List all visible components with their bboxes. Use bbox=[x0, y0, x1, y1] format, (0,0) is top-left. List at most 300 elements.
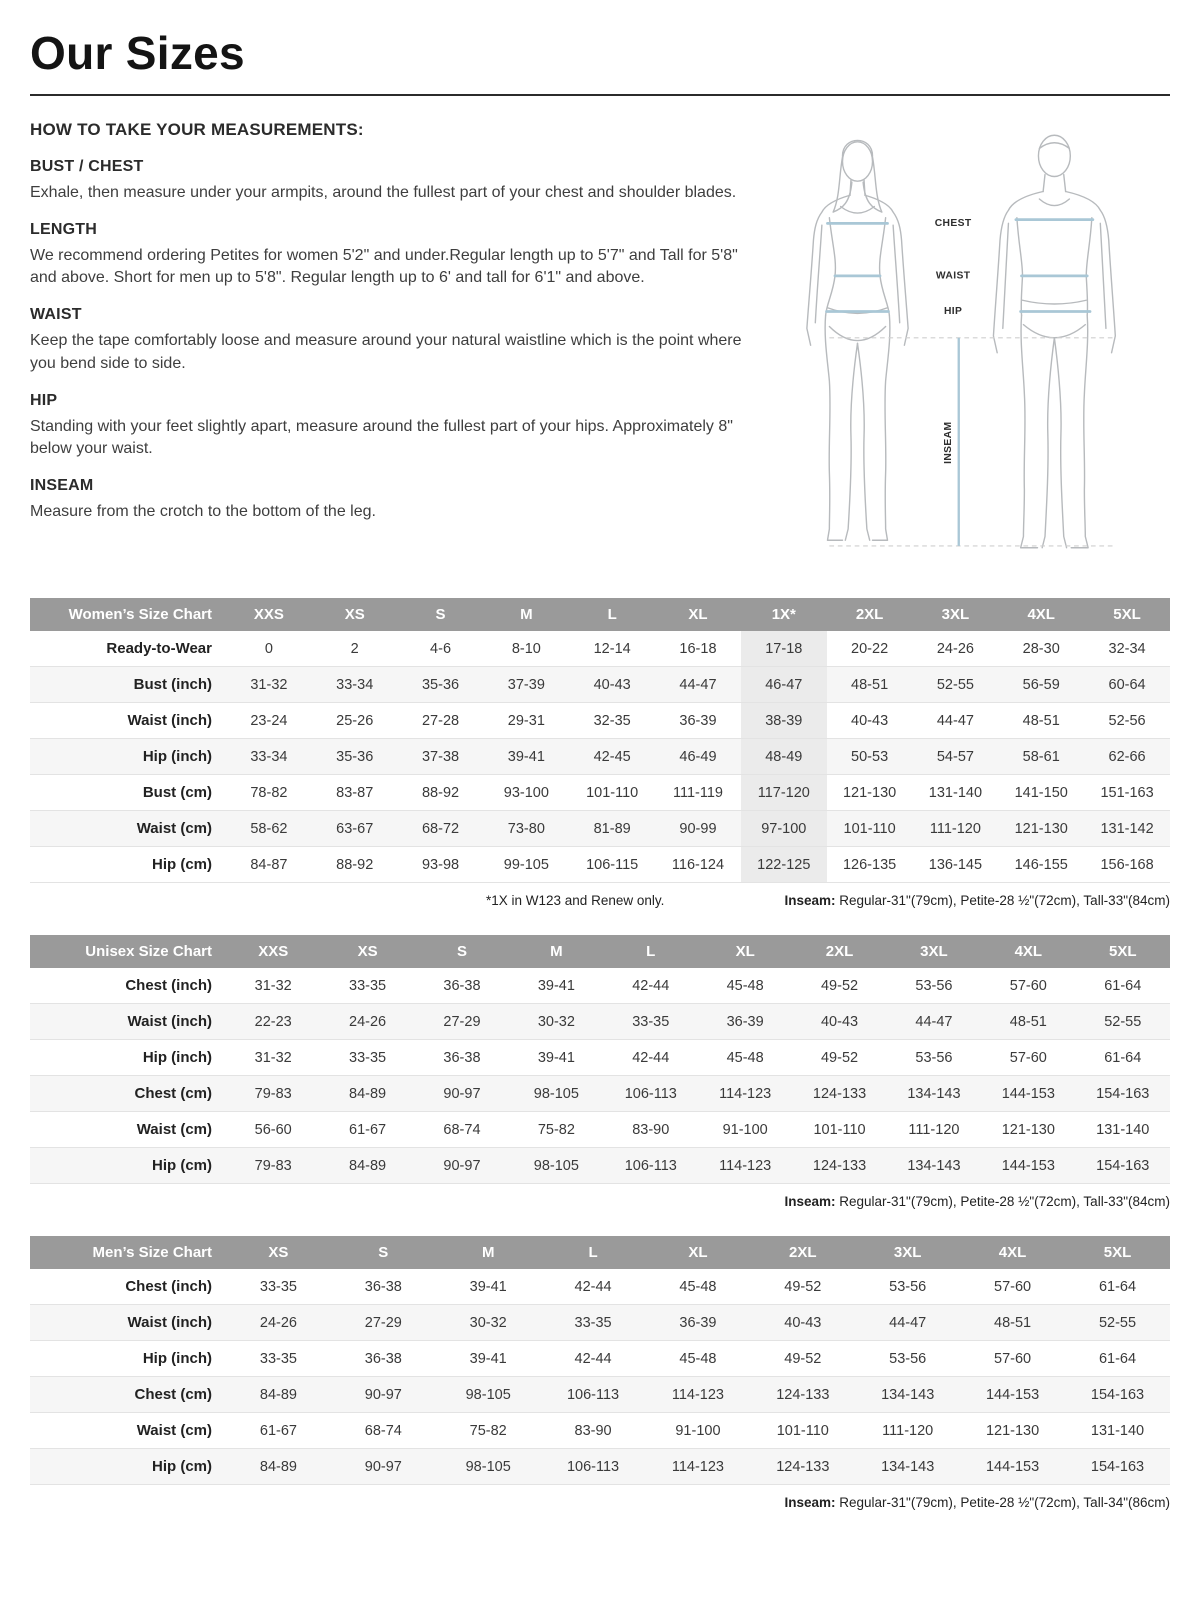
size-value-cell: 144-153 bbox=[960, 1377, 1065, 1413]
size-value-cell: 90-97 bbox=[415, 1148, 509, 1184]
size-value-cell: 61-64 bbox=[1076, 1040, 1170, 1076]
size-value-cell: 39-41 bbox=[436, 1341, 541, 1377]
size-value-cell: 39-41 bbox=[436, 1269, 541, 1305]
size-column-header: 4XL bbox=[998, 598, 1084, 631]
section-heading: HIP bbox=[30, 391, 58, 409]
table-row bbox=[30, 1040, 1170, 1076]
size-value-cell: 121-130 bbox=[827, 775, 913, 811]
size-value-cell: 37-38 bbox=[398, 739, 484, 775]
size-table bbox=[30, 1236, 1170, 1485]
size-value-cell: 27-29 bbox=[331, 1305, 436, 1341]
table-row bbox=[30, 968, 1170, 1004]
size-column-header: XS bbox=[312, 598, 398, 631]
size-value-cell: 61-67 bbox=[226, 1413, 331, 1449]
size-value-cell: 39-41 bbox=[509, 968, 603, 1004]
size-column-header: XL bbox=[698, 935, 792, 968]
size-value-cell: 106-113 bbox=[604, 1148, 698, 1184]
size-value-cell: 68-72 bbox=[398, 811, 484, 847]
table-title: Unisex Size Chart bbox=[30, 935, 226, 968]
size-value-cell: 52-56 bbox=[1084, 703, 1170, 739]
size-value-cell: 88-92 bbox=[398, 775, 484, 811]
size-value-cell: 48-49 bbox=[741, 739, 827, 775]
size-value-cell: 33-35 bbox=[320, 1040, 414, 1076]
size-value-cell: 122-125 bbox=[741, 847, 827, 883]
size-value-cell: 61-67 bbox=[320, 1112, 414, 1148]
size-value-cell: 111-119 bbox=[655, 775, 741, 811]
row-label: Hip (inch) bbox=[30, 739, 226, 775]
size-column-header: XL bbox=[646, 1236, 751, 1269]
size-value-cell: 131-140 bbox=[1076, 1112, 1170, 1148]
size-value-cell: 24-26 bbox=[320, 1004, 414, 1040]
size-value-cell: 101-110 bbox=[827, 811, 913, 847]
size-value-cell: 101-110 bbox=[750, 1413, 855, 1449]
hip-label: HIP bbox=[943, 306, 963, 318]
table-row bbox=[30, 775, 1170, 811]
size-value-cell: 114-123 bbox=[646, 1449, 751, 1485]
section-body: Keep the tape comfortably loose and measure around your natural waistline which is the point where you bend side to side. bbox=[30, 332, 742, 372]
size-value-cell: 58-62 bbox=[226, 811, 312, 847]
size-value-cell: 45-48 bbox=[698, 968, 792, 1004]
size-value-cell: 32-34 bbox=[1084, 631, 1170, 667]
size-value-cell: 134-143 bbox=[887, 1076, 981, 1112]
size-value-cell: 111-120 bbox=[887, 1112, 981, 1148]
section-heading: LENGTH bbox=[30, 220, 97, 238]
size-value-cell: 33-35 bbox=[320, 968, 414, 1004]
size-value-cell: 101-110 bbox=[569, 775, 655, 811]
row-label: Hip (cm) bbox=[30, 847, 226, 883]
size-column-header: S bbox=[331, 1236, 436, 1269]
size-column-header: L bbox=[604, 935, 698, 968]
size-value-cell: 97-100 bbox=[741, 811, 827, 847]
size-value-cell: 36-39 bbox=[698, 1004, 792, 1040]
size-value-cell: 31-32 bbox=[226, 1040, 320, 1076]
inseam-note-text: Regular-31"(79cm), Petite-28 ½"(72cm), Tall-33"(84cm) bbox=[835, 893, 1170, 908]
size-value-cell: 39-41 bbox=[509, 1040, 603, 1076]
size-value-cell: 144-153 bbox=[981, 1076, 1075, 1112]
size-value-cell: 52-55 bbox=[913, 667, 999, 703]
size-value-cell: 48-51 bbox=[981, 1004, 1075, 1040]
size-value-cell: 56-60 bbox=[226, 1112, 320, 1148]
size-column-header: XXS bbox=[226, 598, 312, 631]
measurement-diagram bbox=[755, 120, 1170, 574]
size-value-cell: 121-130 bbox=[998, 811, 1084, 847]
size-value-cell: 57-60 bbox=[960, 1269, 1065, 1305]
size-value-cell: 45-48 bbox=[698, 1040, 792, 1076]
inseam-guide-lines bbox=[829, 338, 1114, 546]
size-value-cell: 44-47 bbox=[655, 667, 741, 703]
size-value-cell: 146-155 bbox=[998, 847, 1084, 883]
waist-label: WAIST bbox=[935, 270, 971, 282]
size-column-header: 3XL bbox=[855, 1236, 960, 1269]
size-value-cell: 30-32 bbox=[436, 1305, 541, 1341]
inseam-note bbox=[784, 893, 1170, 908]
body-measurement-illustration bbox=[775, 124, 1150, 574]
size-value-cell: 57-60 bbox=[981, 1040, 1075, 1076]
row-label: Chest (cm) bbox=[30, 1377, 226, 1413]
size-value-cell: 42-44 bbox=[604, 968, 698, 1004]
section-heading: INSEAM bbox=[30, 477, 94, 495]
size-value-cell: 84-89 bbox=[226, 1449, 331, 1485]
size-value-cell: 49-52 bbox=[750, 1269, 855, 1305]
table-row bbox=[30, 1341, 1170, 1377]
row-label: Hip (cm) bbox=[30, 1148, 226, 1184]
size-value-cell: 124-133 bbox=[792, 1076, 886, 1112]
size-value-cell: 54-57 bbox=[913, 739, 999, 775]
row-label: Chest (inch) bbox=[30, 968, 226, 1004]
size-charts bbox=[30, 598, 1170, 1513]
table-row bbox=[30, 1449, 1170, 1485]
size-column-header: L bbox=[541, 1236, 646, 1269]
size-column-header: 3XL bbox=[887, 935, 981, 968]
size-value-cell: 57-60 bbox=[960, 1341, 1065, 1377]
size-value-cell: 44-47 bbox=[855, 1305, 960, 1341]
size-table bbox=[30, 935, 1170, 1184]
table-title: Women’s Size Chart bbox=[30, 598, 226, 631]
size-value-cell: 106-113 bbox=[541, 1377, 646, 1413]
size-value-cell: 61-64 bbox=[1076, 968, 1170, 1004]
size-value-cell: 90-99 bbox=[655, 811, 741, 847]
size-value-cell: 73-80 bbox=[483, 811, 569, 847]
size-value-cell: 154-163 bbox=[1076, 1076, 1170, 1112]
inseam-note-label: Inseam: bbox=[784, 1495, 836, 1510]
size-value-cell: 134-143 bbox=[887, 1148, 981, 1184]
size-value-cell: 114-123 bbox=[698, 1148, 792, 1184]
size-value-cell: 36-38 bbox=[415, 968, 509, 1004]
size-value-cell: 0 bbox=[226, 631, 312, 667]
size-value-cell: 27-28 bbox=[398, 703, 484, 739]
row-label: Chest (cm) bbox=[30, 1076, 226, 1112]
size-value-cell: 134-143 bbox=[855, 1449, 960, 1485]
size-value-cell: 83-90 bbox=[604, 1112, 698, 1148]
size-value-cell: 81-89 bbox=[569, 811, 655, 847]
table-row bbox=[30, 739, 1170, 775]
row-label: Bust (cm) bbox=[30, 775, 226, 811]
size-value-cell: 156-168 bbox=[1084, 847, 1170, 883]
size-value-cell: 79-83 bbox=[226, 1076, 320, 1112]
size-column-header: M bbox=[436, 1236, 541, 1269]
instruction-section bbox=[30, 221, 755, 290]
size-value-cell: 114-123 bbox=[698, 1076, 792, 1112]
row-label: Ready-to-Wear bbox=[30, 631, 226, 667]
size-column-header: XS bbox=[226, 1236, 331, 1269]
size-value-cell: 124-133 bbox=[792, 1148, 886, 1184]
size-value-cell: 111-120 bbox=[913, 811, 999, 847]
size-value-cell: 114-123 bbox=[646, 1377, 751, 1413]
size-value-cell: 99-105 bbox=[483, 847, 569, 883]
table-row bbox=[30, 1377, 1170, 1413]
size-value-cell: 106-115 bbox=[569, 847, 655, 883]
size-value-cell: 78-82 bbox=[226, 775, 312, 811]
header-row bbox=[30, 598, 1170, 631]
inseam-note-label: Inseam: bbox=[784, 1194, 836, 1209]
size-value-cell: 42-44 bbox=[541, 1269, 646, 1305]
table-row bbox=[30, 1413, 1170, 1449]
size-value-cell: 134-143 bbox=[855, 1377, 960, 1413]
size-value-cell: 98-105 bbox=[436, 1377, 541, 1413]
row-label: Hip (inch) bbox=[30, 1341, 226, 1377]
unisex-size-chart bbox=[30, 935, 1170, 1212]
inseam-note bbox=[784, 1495, 1170, 1510]
size-column-header: 3XL bbox=[913, 598, 999, 631]
header-row bbox=[30, 1236, 1170, 1269]
measurement-instructions bbox=[30, 120, 755, 540]
size-value-cell: 124-133 bbox=[750, 1377, 855, 1413]
size-column-header: L bbox=[569, 598, 655, 631]
row-label: Hip (cm) bbox=[30, 1449, 226, 1485]
size-value-cell: 88-92 bbox=[312, 847, 398, 883]
size-value-cell: 2 bbox=[312, 631, 398, 667]
size-value-cell: 106-113 bbox=[604, 1076, 698, 1112]
size-value-cell: 29-31 bbox=[483, 703, 569, 739]
size-value-cell: 151-163 bbox=[1084, 775, 1170, 811]
size-column-header: XXS bbox=[226, 935, 320, 968]
size-value-cell: 45-48 bbox=[646, 1269, 751, 1305]
row-label: Waist (cm) bbox=[30, 811, 226, 847]
section-body: Measure from the crotch to the bottom of the leg. bbox=[30, 503, 376, 521]
footnote-1x: *1X in W123 and Renew only. bbox=[486, 893, 665, 908]
size-value-cell: 52-55 bbox=[1065, 1305, 1170, 1341]
size-value-cell: 45-48 bbox=[646, 1341, 751, 1377]
size-value-cell: 79-83 bbox=[226, 1148, 320, 1184]
table-title: Men’s Size Chart bbox=[30, 1236, 226, 1269]
size-value-cell: 31-32 bbox=[226, 968, 320, 1004]
size-value-cell: 25-26 bbox=[312, 703, 398, 739]
size-value-cell: 40-43 bbox=[569, 667, 655, 703]
table-row bbox=[30, 1004, 1170, 1040]
size-value-cell: 117-120 bbox=[741, 775, 827, 811]
size-value-cell: 39-41 bbox=[483, 739, 569, 775]
table-row bbox=[30, 811, 1170, 847]
top-section bbox=[30, 120, 1170, 574]
size-value-cell: 154-163 bbox=[1065, 1377, 1170, 1413]
size-value-cell: 61-64 bbox=[1065, 1269, 1170, 1305]
size-column-header: XS bbox=[320, 935, 414, 968]
size-value-cell: 40-43 bbox=[750, 1305, 855, 1341]
size-value-cell: 20-22 bbox=[827, 631, 913, 667]
inseam-note-text: Regular-31"(79cm), Petite-28 ½"(72cm), Tall-33"(84cm) bbox=[835, 1194, 1170, 1209]
section-body: We recommend ordering Petites for women 5'2" and under.Regular length up to 5'7" and Tall for 5'8" and above. Short for men up to 5'8". Regular length up to 6' and tall for 6'1" and above. bbox=[30, 246, 738, 287]
table-row bbox=[30, 1269, 1170, 1305]
inseam-note-label: Inseam: bbox=[784, 893, 836, 908]
instruction-sections bbox=[30, 158, 755, 524]
size-value-cell: 8-10 bbox=[483, 631, 569, 667]
size-value-cell: 61-64 bbox=[1065, 1341, 1170, 1377]
size-value-cell: 84-89 bbox=[320, 1148, 414, 1184]
size-value-cell: 90-97 bbox=[331, 1377, 436, 1413]
size-column-header: 1X* bbox=[741, 598, 827, 631]
table-row bbox=[30, 1148, 1170, 1184]
row-label: Waist (cm) bbox=[30, 1413, 226, 1449]
size-value-cell: 141-150 bbox=[998, 775, 1084, 811]
size-value-cell: 49-52 bbox=[750, 1341, 855, 1377]
row-label: Waist (inch) bbox=[30, 703, 226, 739]
measurement-lines bbox=[827, 220, 1093, 312]
size-value-cell: 35-36 bbox=[398, 667, 484, 703]
table-notes bbox=[30, 1194, 1170, 1212]
size-value-cell: 91-100 bbox=[646, 1413, 751, 1449]
size-value-cell: 57-60 bbox=[981, 968, 1075, 1004]
size-column-header: S bbox=[415, 935, 509, 968]
size-value-cell: 33-35 bbox=[541, 1305, 646, 1341]
table-row bbox=[30, 631, 1170, 667]
instruction-section bbox=[30, 392, 755, 461]
size-value-cell: 101-110 bbox=[792, 1112, 886, 1148]
size-value-cell: 48-51 bbox=[960, 1305, 1065, 1341]
size-value-cell: 33-34 bbox=[226, 739, 312, 775]
size-value-cell: 44-47 bbox=[913, 703, 999, 739]
size-value-cell: 37-39 bbox=[483, 667, 569, 703]
instruction-section bbox=[30, 306, 755, 375]
size-value-cell: 36-39 bbox=[655, 703, 741, 739]
size-value-cell: 131-142 bbox=[1084, 811, 1170, 847]
size-value-cell: 4-6 bbox=[398, 631, 484, 667]
size-value-cell: 63-67 bbox=[312, 811, 398, 847]
size-value-cell: 49-52 bbox=[792, 1040, 886, 1076]
size-value-cell: 121-130 bbox=[960, 1413, 1065, 1449]
size-value-cell: 58-61 bbox=[998, 739, 1084, 775]
size-value-cell: 84-87 bbox=[226, 847, 312, 883]
size-value-cell: 42-45 bbox=[569, 739, 655, 775]
size-column-header: M bbox=[483, 598, 569, 631]
size-value-cell: 27-29 bbox=[415, 1004, 509, 1040]
size-value-cell: 144-153 bbox=[981, 1148, 1075, 1184]
size-value-cell: 93-98 bbox=[398, 847, 484, 883]
inseam-note bbox=[784, 1194, 1170, 1209]
mens-size-chart bbox=[30, 1236, 1170, 1513]
size-value-cell: 83-90 bbox=[541, 1413, 646, 1449]
size-value-cell: 53-56 bbox=[855, 1341, 960, 1377]
page-title: Our Sizes bbox=[30, 26, 1170, 96]
size-value-cell: 36-38 bbox=[331, 1341, 436, 1377]
size-value-cell: 60-64 bbox=[1084, 667, 1170, 703]
chest-label: CHEST bbox=[934, 218, 972, 230]
size-value-cell: 33-35 bbox=[604, 1004, 698, 1040]
size-value-cell: 84-89 bbox=[226, 1377, 331, 1413]
size-value-cell: 31-32 bbox=[226, 667, 312, 703]
size-value-cell: 40-43 bbox=[827, 703, 913, 739]
size-value-cell: 75-82 bbox=[509, 1112, 603, 1148]
size-column-header: 4XL bbox=[981, 935, 1075, 968]
table-notes bbox=[30, 893, 1170, 911]
table-row bbox=[30, 667, 1170, 703]
size-value-cell: 68-74 bbox=[415, 1112, 509, 1148]
size-value-cell: 12-14 bbox=[569, 631, 655, 667]
size-column-header: XL bbox=[655, 598, 741, 631]
instruction-section bbox=[30, 158, 755, 205]
size-value-cell: 17-18 bbox=[741, 631, 827, 667]
size-value-cell: 154-163 bbox=[1076, 1148, 1170, 1184]
size-value-cell: 46-49 bbox=[655, 739, 741, 775]
table-row bbox=[30, 703, 1170, 739]
size-value-cell: 154-163 bbox=[1065, 1449, 1170, 1485]
size-column-header: 2XL bbox=[827, 598, 913, 631]
size-value-cell: 56-59 bbox=[998, 667, 1084, 703]
size-value-cell: 28-30 bbox=[998, 631, 1084, 667]
size-value-cell: 33-35 bbox=[226, 1269, 331, 1305]
size-value-cell: 116-124 bbox=[655, 847, 741, 883]
size-value-cell: 131-140 bbox=[913, 775, 999, 811]
size-value-cell: 33-34 bbox=[312, 667, 398, 703]
inseam-label: INSEAM bbox=[943, 421, 955, 464]
size-value-cell: 24-26 bbox=[913, 631, 999, 667]
inseam-note-text: Regular-31"(79cm), Petite-28 ½"(72cm), Tall-34"(86cm) bbox=[835, 1495, 1170, 1510]
size-table bbox=[30, 598, 1170, 883]
size-column-header: 2XL bbox=[792, 935, 886, 968]
size-value-cell: 62-66 bbox=[1084, 739, 1170, 775]
size-value-cell: 98-105 bbox=[509, 1076, 603, 1112]
size-value-cell: 68-74 bbox=[331, 1413, 436, 1449]
row-label: Bust (inch) bbox=[30, 667, 226, 703]
man-figure-icon bbox=[993, 135, 1115, 548]
size-value-cell: 136-145 bbox=[913, 847, 999, 883]
table-body bbox=[30, 1269, 1170, 1485]
row-label: Waist (inch) bbox=[30, 1004, 226, 1040]
size-value-cell: 84-89 bbox=[320, 1076, 414, 1112]
section-heading: BUST / CHEST bbox=[30, 158, 144, 175]
size-value-cell: 36-38 bbox=[415, 1040, 509, 1076]
size-value-cell: 126-135 bbox=[827, 847, 913, 883]
row-label: Waist (inch) bbox=[30, 1305, 226, 1341]
size-value-cell: 98-105 bbox=[436, 1449, 541, 1485]
size-value-cell: 36-39 bbox=[646, 1305, 751, 1341]
size-value-cell: 16-18 bbox=[655, 631, 741, 667]
size-column-header: 5XL bbox=[1065, 1236, 1170, 1269]
size-value-cell: 42-44 bbox=[604, 1040, 698, 1076]
table-notes bbox=[30, 1495, 1170, 1513]
instructions-heading: HOW TO TAKE YOUR MEASUREMENTS: bbox=[30, 120, 364, 139]
woman-figure-icon bbox=[807, 140, 908, 540]
size-value-cell: 22-23 bbox=[226, 1004, 320, 1040]
size-value-cell: 48-51 bbox=[827, 667, 913, 703]
row-label: Hip (inch) bbox=[30, 1040, 226, 1076]
size-value-cell: 90-97 bbox=[415, 1076, 509, 1112]
size-column-header: 5XL bbox=[1084, 598, 1170, 631]
size-value-cell: 106-113 bbox=[541, 1449, 646, 1485]
table-body bbox=[30, 631, 1170, 883]
size-value-cell: 42-44 bbox=[541, 1341, 646, 1377]
size-value-cell: 38-39 bbox=[741, 703, 827, 739]
womens-size-chart bbox=[30, 598, 1170, 911]
size-value-cell: 124-133 bbox=[750, 1449, 855, 1485]
size-value-cell: 48-51 bbox=[998, 703, 1084, 739]
size-value-cell: 75-82 bbox=[436, 1413, 541, 1449]
section-body: Exhale, then measure under your armpits, around the fullest part of your chest and shoulder blades. bbox=[30, 184, 737, 201]
size-value-cell: 46-47 bbox=[741, 667, 827, 703]
size-value-cell: 98-105 bbox=[509, 1148, 603, 1184]
size-value-cell: 50-53 bbox=[827, 739, 913, 775]
size-value-cell: 33-35 bbox=[226, 1341, 331, 1377]
size-value-cell: 52-55 bbox=[1076, 1004, 1170, 1040]
size-value-cell: 131-140 bbox=[1065, 1413, 1170, 1449]
size-value-cell: 36-38 bbox=[331, 1269, 436, 1305]
section-body: Standing with your feet slightly apart, measure around the fullest part of your hips. Approximately 8" below your waist. bbox=[30, 417, 733, 458]
size-value-cell: 111-120 bbox=[855, 1413, 960, 1449]
size-value-cell: 144-153 bbox=[960, 1449, 1065, 1485]
table-body bbox=[30, 968, 1170, 1184]
size-value-cell: 90-97 bbox=[331, 1449, 436, 1485]
size-value-cell: 121-130 bbox=[981, 1112, 1075, 1148]
size-column-header: S bbox=[398, 598, 484, 631]
size-column-header: 2XL bbox=[750, 1236, 855, 1269]
size-column-header: M bbox=[509, 935, 603, 968]
size-value-cell: 53-56 bbox=[855, 1269, 960, 1305]
table-row bbox=[30, 1112, 1170, 1148]
size-value-cell: 83-87 bbox=[312, 775, 398, 811]
row-label: Chest (inch) bbox=[30, 1269, 226, 1305]
size-value-cell: 30-32 bbox=[509, 1004, 603, 1040]
size-value-cell: 32-35 bbox=[569, 703, 655, 739]
size-value-cell: 53-56 bbox=[887, 1040, 981, 1076]
